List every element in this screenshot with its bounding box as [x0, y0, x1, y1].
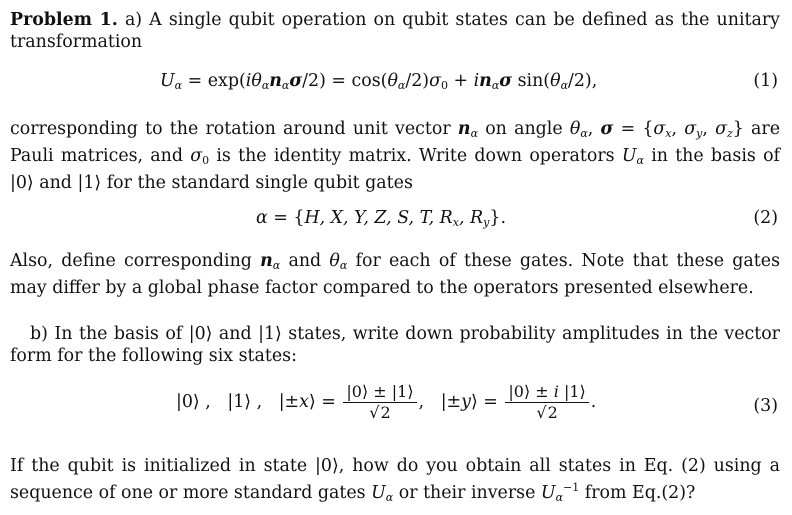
equation-2-body: α = {H, X, Y, Z, S, T, $R_x$, $R_y$}. — [256, 208, 506, 229]
equation-3-body: |0⟩ , |1⟩ , |±x⟩ = $\frac{|0⟩ \pm |1⟩}{√2}$ , |±y⟩ = $\frac{|0⟩ \pm i |1⟩}{√2}$ . — [176, 382, 597, 422]
equation-1-number: (1) — [753, 71, 778, 91]
part-b-intro: b) In the basis of |0⟩ and |1⟩ states, write down probability amplitudes in the vector form for the following six states: — [10, 324, 780, 366]
part-a-intro-text: a) A single qubit operation on qubit states can be defined as the unitary transformation — [10, 10, 781, 52]
equation-1 — [0, 71, 792, 97]
equation-2-number: (2) — [753, 208, 778, 228]
equation-2 — [0, 208, 792, 234]
equation-1-body: $U_\alpha = \exp(i\theta_\alpha n_\alpha\sigma/2) = \cos(\theta_\alpha/2)\sigma_0 + in_\alpha\sigma$ $\sin(\theta_\alpha/2)$, — [160, 71, 598, 92]
paragraph-4: If the qubit is initialized in state |0⟩, how do you obtain all states in Eq. (2) using a sequence of one or more standard gates $U_\alpha$ or their inverse $U_\alpha^{-1}$ from Eq.(2)? — [10, 456, 780, 504]
equation-3 — [0, 382, 792, 432]
equation-3-number: (3) — [753, 396, 778, 416]
fraction-x: $\frac{|0⟩ \pm |1⟩}{√2}$ — [343, 382, 416, 423]
part-a-intro — [10, 9, 780, 53]
paragraph-3: Also, define corresponding $n_\alpha$ and $\theta_\alpha$ for each of these gates. Note that these gates may differ by a global phase factor compared to the operators presented elsewhere. — [10, 251, 780, 298]
fraction-y: $\frac{|0⟩ \pm i |1⟩}{√2}$ — [505, 382, 588, 423]
paragraph-2: corresponding to the rotation around unit vector $n_\alpha$ on angle $\theta_\alpha$, $\sigma = \{\sigma_x$, $\sigma_y$, $\sigma_z$} are Pauli matrices, and $\sigma_0$ is the identity matrix. Write down operators $U_\alpha$ in the basis of |0⟩ and |1⟩ for the standard single qubit gates — [10, 119, 781, 193]
problem-label: Problem 1. — [10, 10, 118, 30]
